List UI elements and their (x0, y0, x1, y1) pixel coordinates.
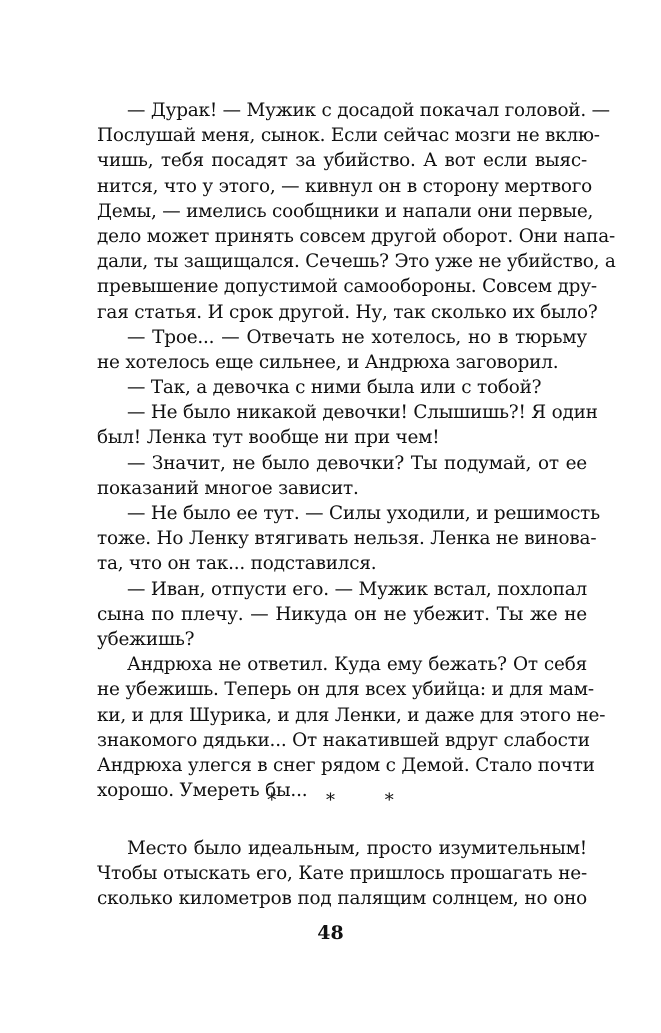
text-line: — Иван, отпусти его. — Мужик встал, похлопал (127, 578, 587, 600)
text-line: сына по плечу. — Никуда он не убежит. Ты же не (97, 603, 587, 625)
text-line: знакомого дядьки... От накатившей вдруг слабости (97, 729, 590, 751)
text-line: нится, что у этого, — кивнул он в сторону мертвого (97, 175, 593, 197)
text-line: — Не было ее тут. — Силы уходили, и решимость (127, 503, 600, 524)
text-line: — Значит, не было девочки? Ты подумай, от ее (127, 452, 587, 474)
text-line: та, что он так... подставился. (97, 553, 377, 575)
text-line: — Так, а девочка с ними была или с тобой? (127, 377, 542, 399)
section-separator: * * * (267, 790, 416, 811)
text-line: Послушай меня, сынок. Если сейчас мозги не вклю- (97, 125, 600, 147)
text-line: превышение допустимой самообороны. Совсем дру- (97, 276, 597, 298)
text-line: тоже. Но Ленку втягивать нельзя. Ленка не винова- (97, 528, 597, 550)
text-line: Место было идеальным, просто изумительным! (127, 838, 587, 859)
text-line: — Трое... — Отвечать не хотелось, но в тюрьму (127, 326, 587, 348)
main-text-block (97, 98, 616, 803)
text-line: убежишь? (97, 628, 195, 650)
text-line: Андрюха улегся в снег рядом с Демой. Стало почти (97, 754, 595, 776)
text-line: — Дурак! — Мужик с досадой покачал головой. — (127, 100, 610, 121)
text-line: не хотелось еще сильнее, и Андрюха заговорил. (97, 351, 559, 373)
next-section-text-block (97, 836, 587, 912)
page-number: 48 (317, 922, 344, 944)
text-line: Демы, — имелись сообщники и напали они первые, (97, 200, 594, 222)
text-line: показаний многое зависит. (97, 477, 359, 499)
text-line: гая статья. И срок другой. Ну, так сколько их было? (97, 301, 598, 323)
text-line: дело может принять совсем другой оборот. Они напа- (97, 225, 615, 247)
text-line: чишь, тебя посадят за убийство. А вот если выяс- (97, 150, 587, 172)
text-line: дали, ты защищался. Сечешь? Это уже не убийство, а (97, 251, 616, 273)
text-line: Чтобы отыскать его, Кате пришлось прошагать не- (97, 863, 587, 885)
text-line: хорошо. Умереть бы... (97, 780, 308, 802)
text-line: — Не было никакой девочки! Слышишь?! Я один (127, 402, 598, 424)
text-line: не убежишь. Теперь он для всех убийца: и для мам- (97, 679, 594, 701)
text-line: ки, и для Шурика, и для Ленки, и даже для этого не- (97, 704, 606, 726)
text-line: был! Ленка тут вообще ни при чем! (97, 427, 440, 449)
text-line: сколько километров под палящим солнцем, но оно (97, 888, 587, 910)
text-line: Андрюха не ответил. Куда ему бежать? От себя (127, 654, 587, 676)
